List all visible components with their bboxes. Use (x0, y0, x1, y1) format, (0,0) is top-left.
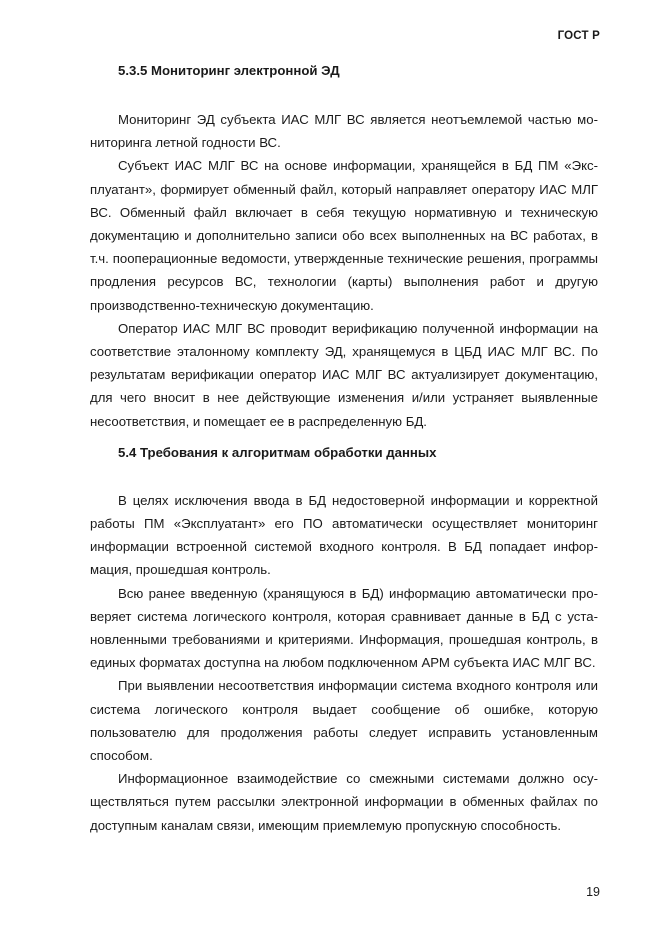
page-number: 19 (586, 885, 600, 899)
paragraph: В целях исключения ввода в БД недостоверной информации и корректной работы ПМ «Эксплуатант» его ПО автоматически осуществляет мониторинг информации встроенной системой входного контроля. В БД попадает информация, прошедшая контроль. (90, 492, 598, 578)
page-content (90, 60, 598, 837)
paragraph: Субъект ИАС МЛГ ВС на основе информации, хранящейся в БД ПМ «Эксплуатант», формирует обменный файл, который направляет оператору ИАС МЛГ ВС. Обменный файл включает в себя текущую нормативную и техническую документацию и дополнительно записи обо всех выполненных на ВС работах, в т.ч. пооперационные ведомости, утвержденные технические решения, программы продления ресурсов ВС, технологии (карты) выполнения работ и другую производственно-техническую документацию. (90, 158, 598, 313)
paragraph: Всю ранее введенную (хранящуюся в БД) информацию автоматически проверяет система логического контроля, которая сравнивает данные в БД с установленными требованиями и критериями. Информация, прошедшая контроль, в единых форматах доступна на любом подключенном АРМ субъекта ИАС МЛГ ВС. (90, 585, 598, 671)
document-code-header: ГОСТ Р (557, 30, 600, 42)
section-heading-5-3-5: 5.3.5 Мониторинг электронной ЭД (118, 63, 340, 78)
paragraph: Оператор ИАС МЛГ ВС проводит верификацию полученной информации на соответствие эталонному комплекту ЭД, хранящемуся в ЦБД ИАС МЛГ ВС. По результатам верификации оператор ИАС МЛГ ВС актуализирует документацию, для чего вносит в нее действующие изменения и/или устраняет выявленные несоответствия, и помещает ее в распределенную БД. (90, 320, 598, 429)
paragraph: Информационное взаимодействие со смежными системами должно осуществляться путем рассылки электронной информации в обменных файлах по доступным каналам связи, имеющим приемлемую пропускную способность. (90, 771, 598, 833)
section-heading-5-4: 5.4 Требования к алгоритмам обработки данных (118, 444, 437, 460)
paragraph: Мониторинг ЭД субъекта ИАС МЛГ ВС является неотъемлемой частью мониторинга летной годности ВС. (90, 112, 598, 151)
paragraph: При выявлении несоответствия информации система входного контроля или система логического контроля выдает сообщение об ошибке, которую пользователю для продолжения работы следует исправить установленным способом. (90, 678, 598, 764)
